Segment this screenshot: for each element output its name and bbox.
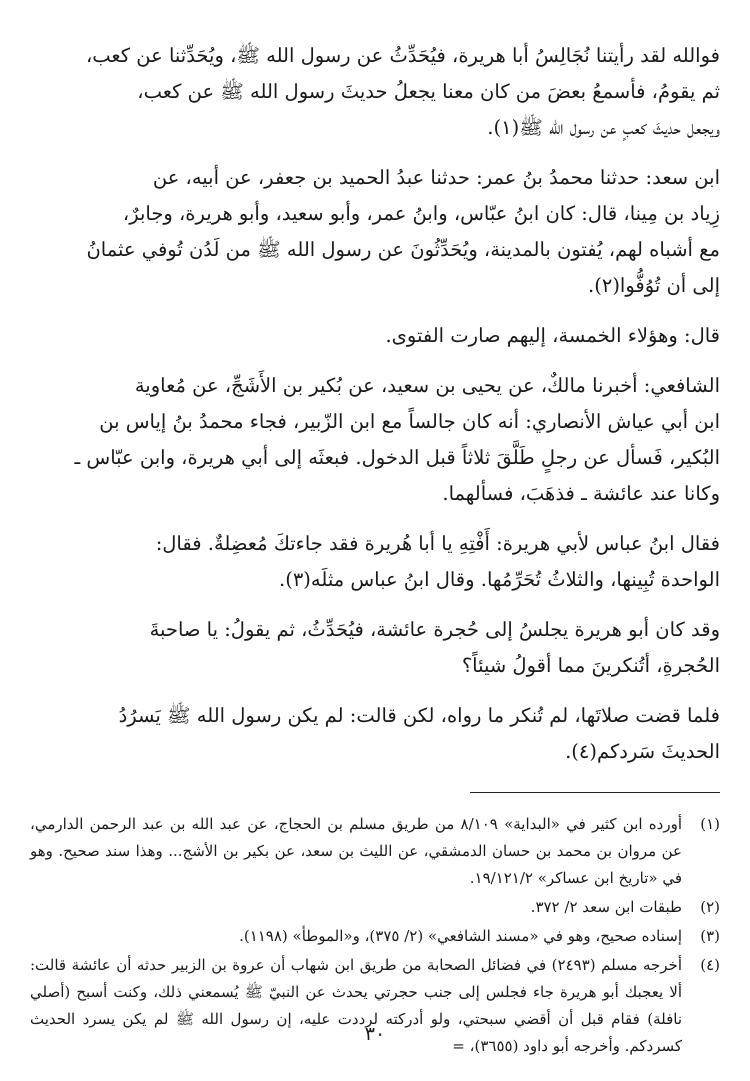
paragraph	[30, 612, 720, 684]
footnote-number: (٣)	[700, 927, 720, 945]
text-line: قال: وهؤلاء الخمسة، إليهم صارت الفتوى.	[385, 324, 720, 347]
paragraph	[30, 368, 720, 512]
text-line: فلما قضت صلاتَها، لم تُنكر ما رواه، لكن قالت: لم يكن رسول الله ﷺ يَسرُدُ	[118, 704, 720, 727]
text-line: الحُجرةِ، أتُنكرينَ مما أقولُ شيئاً؟	[461, 654, 720, 677]
text-line: ابن سعد: حدثنا محمدُ بنُ عمر: حدثنا عبدُ الحميد بن جعفر، عن أبيه، عن	[152, 166, 720, 189]
footnote-text: أورده ابن كثير في «البداية» ٨/١٠٩ من طريق مسلم بن الحجاج، عن عبد الله بن عبد الرحمن الدارمي، عن مروان بن محمد بن حسان الدمشقي، عن الليث بن سعد، عن بكير بن الأشج... وهذا سند صحيح. وهو في «تاريخ ابن عساكر» ١٩/١٢١/٢.	[30, 815, 682, 887]
text-line: مع أشباه لهم، يُفتون بالمدينة، ويُحَدِّثُونَ عن رسول الله ﷺ من لَدُن تُوفي عثمانُ	[86, 238, 720, 261]
footnote-number: (٤)	[700, 956, 720, 974]
paragraph	[30, 318, 720, 354]
paragraph	[30, 526, 720, 598]
paragraph	[30, 160, 720, 304]
book-page	[30, 38, 720, 1081]
text-line: ثم يقومُ، فأسمعُ بعضَ من كان معنا يجعلُ حديثَ رسول الله ﷺ عن كعب،	[137, 80, 720, 103]
page-number: ٣٠	[364, 1023, 386, 1045]
text-line: ويجعل حديثَ كعبٍ عن رسول الله ﷺ(١).	[487, 116, 720, 139]
paragraph	[30, 38, 720, 146]
text-line: فوالله لقد رأيتنا نُجَالِسُ أبا هريرة، فيُحَدِّثُ عن رسول الله ﷺ، ويُحَدِّثنا عن كعب،	[85, 44, 720, 67]
text-line: وكانا عند عائشة ـ فذهَبَ، فسألهما.	[442, 482, 720, 505]
footnote-number: (١)	[700, 815, 720, 833]
text-line: فقال ابنُ عباس لأبي هريرة: أَفْتِهِ يا أبا هُريرة فقد جاءتكَ مُعضِلةٌ. فقال:	[155, 532, 720, 555]
text-line: البُكير، فَسأل عن رجلٍ طَلَّقَ ثلاثاً قبل الدخول. فبعثَه إلى أبي هريرة، وابن عبّاس ـ	[74, 446, 720, 469]
footnote-separator	[470, 792, 720, 793]
footnote	[30, 811, 720, 892]
main-text	[30, 38, 720, 770]
text-line: الحديثَ سَردكم(٤).	[565, 740, 720, 763]
text-line: إلى أن تُوُفُّوا(٢).	[588, 274, 720, 297]
footnote-text: طبقات ابن سعد ٢/ ٣٧٢.	[530, 898, 682, 916]
text-line: وقد كان أبو هريرة يجلسُ إلى حُجرة عائشة، فيُحَدِّثُ، ثم يقولُ: يا صاحبةَ	[149, 618, 720, 641]
footnote-number: (٢)	[700, 898, 720, 916]
text-line: الواحدة تُبِينها، والثلاثُ تُحَرِّمُها. وقال ابنُ عباس مثلَه(٣).	[279, 568, 720, 591]
text-line: الشافعي: أخبرنا مالكٌ، عن يحيى بن سعيد، عن بُكير بن الأَشَجِّ، عن مُعاوية	[134, 374, 720, 397]
footnote	[30, 894, 720, 921]
footnote-text: أخرجه مسلم (٢٤٩٣) في فضائل الصحابة من طريق ابن شهاب أن عروة بن الزبير حدثه أن عائشة قالت: ألا يعجبك أبو هريرة جاء فجلس إلى جنب حجرتي يحدث عن النبيّ ﷺ يُسمعني ذلك، وكنت أسبح (أصلي نافلة) فقام قبل أن أقضي سبحتي، ولو أدركته لرددت عليه، إن رسول الله ﷺ لم يكن يسرد الحديث كسردكم. وأخرجه أبو داود (٣٦٥٥)، =	[30, 956, 682, 1055]
paragraph	[30, 698, 720, 770]
footnote	[30, 923, 720, 950]
text-line: زِياد بن مِينا، قال: كان ابنُ عبّاس، وابنُ عمر، وأبو سعيد، وأبو هريرة، وجابرٌ،	[122, 202, 720, 225]
footnote-text: إسناده صحيح، وهو في «مسند الشافعي» (٢/ ٣٧٥)، و«الموطأ» (١١٩٨).	[239, 927, 682, 945]
text-line: ابن أبي عياش الأنصاري: أنه كان جالساً مع ابن الزّبير، فجاء محمدُ بنُ إياس بن	[99, 410, 720, 433]
